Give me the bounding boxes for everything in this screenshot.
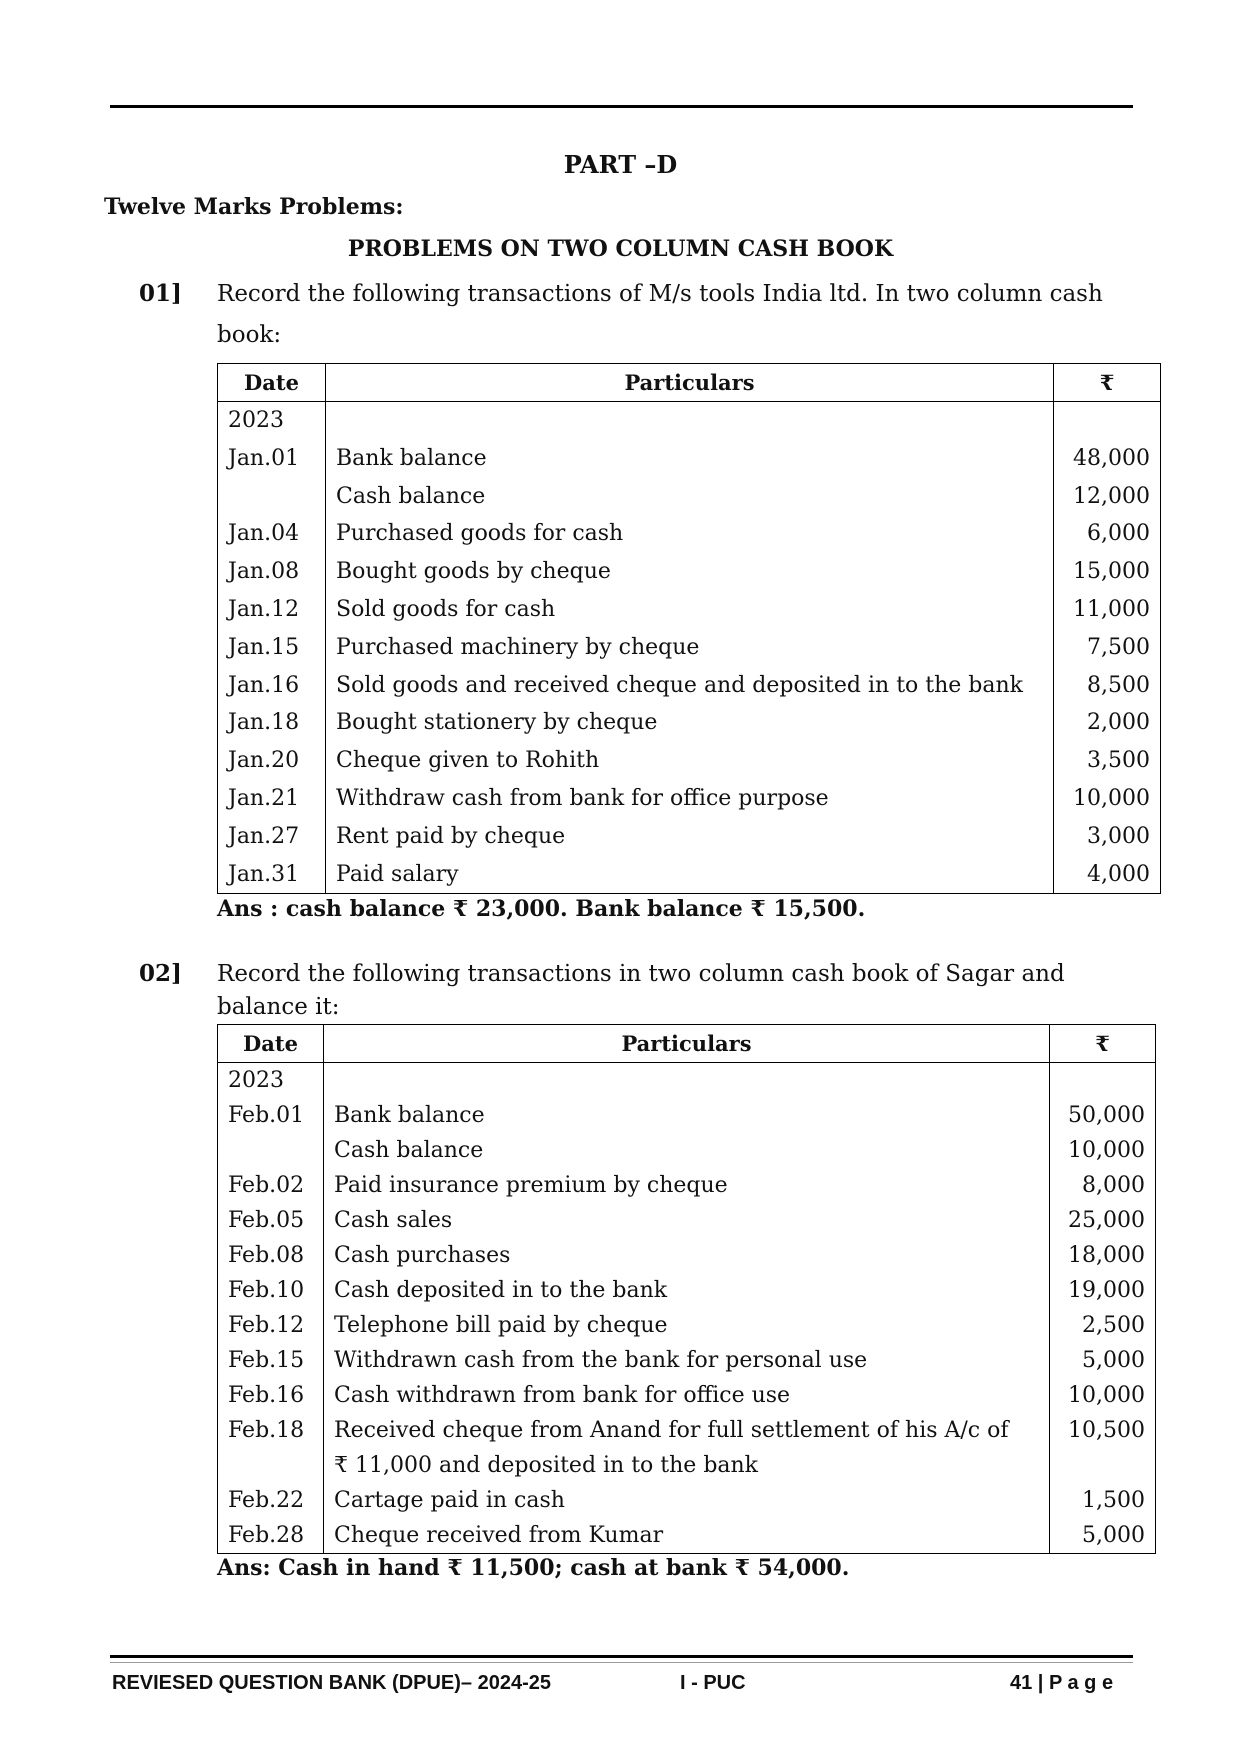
table-row — [218, 1518, 1156, 1554]
section-heading: Twelve Marks Problems: — [104, 194, 404, 220]
table-body — [218, 402, 1161, 894]
amount-cell: 3,000 — [1054, 818, 1161, 856]
table-row — [218, 1238, 1156, 1273]
particulars-cell: Cheque received from Kumar — [324, 1518, 1050, 1554]
particulars-cell: Bought stationery by cheque — [326, 704, 1054, 742]
particulars-cell: Sold goods for cash — [326, 591, 1054, 629]
question-2-answer: Ans: Cash in hand ₹ 11,500; cash at bank ₹ 54,000. — [217, 1555, 850, 1581]
question-2-text: Record the following transactions in two column cash book of Sagar and balance it: — [217, 961, 1065, 1020]
date-cell: 2023 — [218, 402, 326, 440]
table-row — [218, 780, 1161, 818]
amount-cell: 50,000 — [1050, 1098, 1156, 1133]
amount-cell: 10,000 — [1050, 1378, 1156, 1413]
date-cell: Feb.28 — [218, 1518, 324, 1554]
particulars-cell: ₹ 11,000 and deposited in to the bank — [324, 1448, 1050, 1483]
question-1-text: Record the following transactions of M/s tools India ltd. In two column cash book: — [217, 281, 1103, 348]
table-row — [218, 856, 1161, 894]
date-cell: Feb.01 — [218, 1098, 324, 1133]
particulars-cell: Cash balance — [324, 1133, 1050, 1168]
table-row — [218, 553, 1161, 591]
particulars-cell: Bank balance — [326, 440, 1054, 478]
amount-cell: 19,000 — [1050, 1273, 1156, 1308]
date-cell: Jan.12 — [218, 591, 326, 629]
question-1-number: 01] — [139, 280, 182, 307]
footer-title: REVIESED QUESTION BANK (DPUE)– 2024-25 — [112, 1672, 552, 1694]
date-cell: Jan.16 — [218, 667, 326, 705]
amount-cell: 25,000 — [1050, 1203, 1156, 1238]
date-cell: Jan.21 — [218, 780, 326, 818]
table-row — [218, 440, 1161, 478]
particulars-cell: Withdrawn cash from the bank for personal use — [324, 1343, 1050, 1378]
date-cell: Feb.05 — [218, 1203, 324, 1238]
table-row — [218, 478, 1161, 516]
amount-cell: 4,000 — [1054, 856, 1161, 894]
particulars-cell — [326, 402, 1054, 440]
amount-cell — [1050, 1448, 1156, 1483]
date-cell: Jan.04 — [218, 515, 326, 553]
amount-cell: 15,000 — [1054, 553, 1161, 591]
date-cell: Feb.08 — [218, 1238, 324, 1273]
table-row — [218, 1378, 1156, 1413]
amount-cell: 8,000 — [1050, 1168, 1156, 1203]
amount-cell: 3,500 — [1054, 742, 1161, 780]
amount-cell: 6,000 — [1054, 515, 1161, 553]
date-cell: Jan.08 — [218, 553, 326, 591]
particulars-cell: Bank balance — [324, 1098, 1050, 1133]
particulars-header: Particulars — [324, 1025, 1050, 1063]
particulars-cell: Cash withdrawn from bank for office use — [324, 1378, 1050, 1413]
table-header-row — [218, 364, 1161, 402]
date-cell: 2023 — [218, 1063, 324, 1099]
date-cell: Jan.27 — [218, 818, 326, 856]
amount-cell: 10,000 — [1050, 1133, 1156, 1168]
amount-cell — [1050, 1063, 1156, 1099]
table-row — [218, 704, 1161, 742]
date-cell — [218, 1133, 324, 1168]
amount-cell: 48,000 — [1054, 440, 1161, 478]
problems-title: PROBLEMS ON TWO COLUMN CASH BOOK — [347, 236, 894, 262]
amount-cell: 18,000 — [1050, 1238, 1156, 1273]
particulars-cell: Bought goods by cheque — [326, 553, 1054, 591]
date-cell: Jan.31 — [218, 856, 326, 894]
particulars-cell: Telephone bill paid by cheque — [324, 1308, 1050, 1343]
question-1-answer: Ans : cash balance ₹ 23,000. Bank balance ₹ 15,500. — [217, 896, 866, 922]
date-cell: Jan.15 — [218, 629, 326, 667]
table-body — [218, 1063, 1156, 1554]
amount-cell: 10,500 — [1050, 1413, 1156, 1448]
amount-header: ₹ — [1050, 1025, 1156, 1063]
amount-header: ₹ — [1054, 364, 1161, 402]
date-cell: Jan.01 — [218, 440, 326, 478]
amount-cell — [1054, 402, 1161, 440]
date-cell — [218, 1448, 324, 1483]
amount-cell: 12,000 — [1054, 478, 1161, 516]
date-header: Date — [218, 1025, 324, 1063]
table-row — [218, 818, 1161, 856]
date-cell: Jan.18 — [218, 704, 326, 742]
date-cell — [218, 478, 326, 516]
date-cell: Jan.20 — [218, 742, 326, 780]
table-row — [218, 402, 1161, 440]
cash-book-table-2 — [217, 1024, 1156, 1554]
table-row — [218, 1413, 1156, 1448]
date-cell: Feb.12 — [218, 1308, 324, 1343]
table-row — [218, 1483, 1156, 1518]
particulars-cell: Cash balance — [326, 478, 1054, 516]
table-row — [218, 1168, 1156, 1203]
cash-book-table-1 — [217, 363, 1161, 894]
date-header: Date — [218, 364, 326, 402]
amount-cell: 5,000 — [1050, 1343, 1156, 1378]
top-rule — [110, 105, 1133, 108]
amount-cell: 1,500 — [1050, 1483, 1156, 1518]
table-row — [218, 629, 1161, 667]
particulars-cell: Withdraw cash from bank for office purpose — [326, 780, 1054, 818]
date-cell: Feb.10 — [218, 1273, 324, 1308]
particulars-cell: Paid insurance premium by cheque — [324, 1168, 1050, 1203]
amount-cell: 5,000 — [1050, 1518, 1156, 1554]
particulars-cell: Received cheque from Anand for full settlement of his A/c of — [324, 1413, 1050, 1448]
table-row — [218, 591, 1161, 629]
table-row — [218, 1343, 1156, 1378]
footer-class: I - PUC — [680, 1672, 746, 1694]
amount-cell: 8,500 — [1054, 667, 1161, 705]
date-cell: Feb.18 — [218, 1413, 324, 1448]
particulars-cell: Purchased machinery by cheque — [326, 629, 1054, 667]
amount-cell: 2,500 — [1050, 1308, 1156, 1343]
footer-rule-thin — [110, 1662, 1133, 1663]
table-row — [218, 1448, 1156, 1483]
amount-cell: 2,000 — [1054, 704, 1161, 742]
question-2-number: 02] — [139, 960, 182, 987]
table-row — [218, 667, 1161, 705]
date-cell: Feb.22 — [218, 1483, 324, 1518]
particulars-cell: Sold goods and received cheque and deposited in to the bank — [326, 667, 1054, 705]
footer-rule — [110, 1655, 1133, 1658]
amount-cell: 7,500 — [1054, 629, 1161, 667]
particulars-cell — [324, 1063, 1050, 1099]
particulars-cell: Purchased goods for cash — [326, 515, 1054, 553]
particulars-cell: Cash deposited in to the bank — [324, 1273, 1050, 1308]
date-cell: Feb.02 — [218, 1168, 324, 1203]
particulars-header: Particulars — [326, 364, 1054, 402]
page-number: 41 | P a g e — [1010, 1672, 1114, 1694]
amount-cell: 11,000 — [1054, 591, 1161, 629]
table-row — [218, 1273, 1156, 1308]
date-cell: Feb.16 — [218, 1378, 324, 1413]
table-row — [218, 515, 1161, 553]
table-header-row — [218, 1025, 1156, 1063]
particulars-cell: Cash sales — [324, 1203, 1050, 1238]
table-row — [218, 742, 1161, 780]
amount-cell: 10,000 — [1054, 780, 1161, 818]
particulars-cell: Cheque given to Rohith — [326, 742, 1054, 780]
table-row — [218, 1098, 1156, 1133]
particulars-cell: Cartage paid in cash — [324, 1483, 1050, 1518]
date-cell: Feb.15 — [218, 1343, 324, 1378]
table-row — [218, 1133, 1156, 1168]
table-row — [218, 1308, 1156, 1343]
particulars-cell: Rent paid by cheque — [326, 818, 1054, 856]
table-row — [218, 1203, 1156, 1238]
particulars-cell: Paid salary — [326, 856, 1054, 894]
part-title: PART –D — [563, 150, 678, 179]
particulars-cell: Cash purchases — [324, 1238, 1050, 1273]
table-row — [218, 1063, 1156, 1099]
